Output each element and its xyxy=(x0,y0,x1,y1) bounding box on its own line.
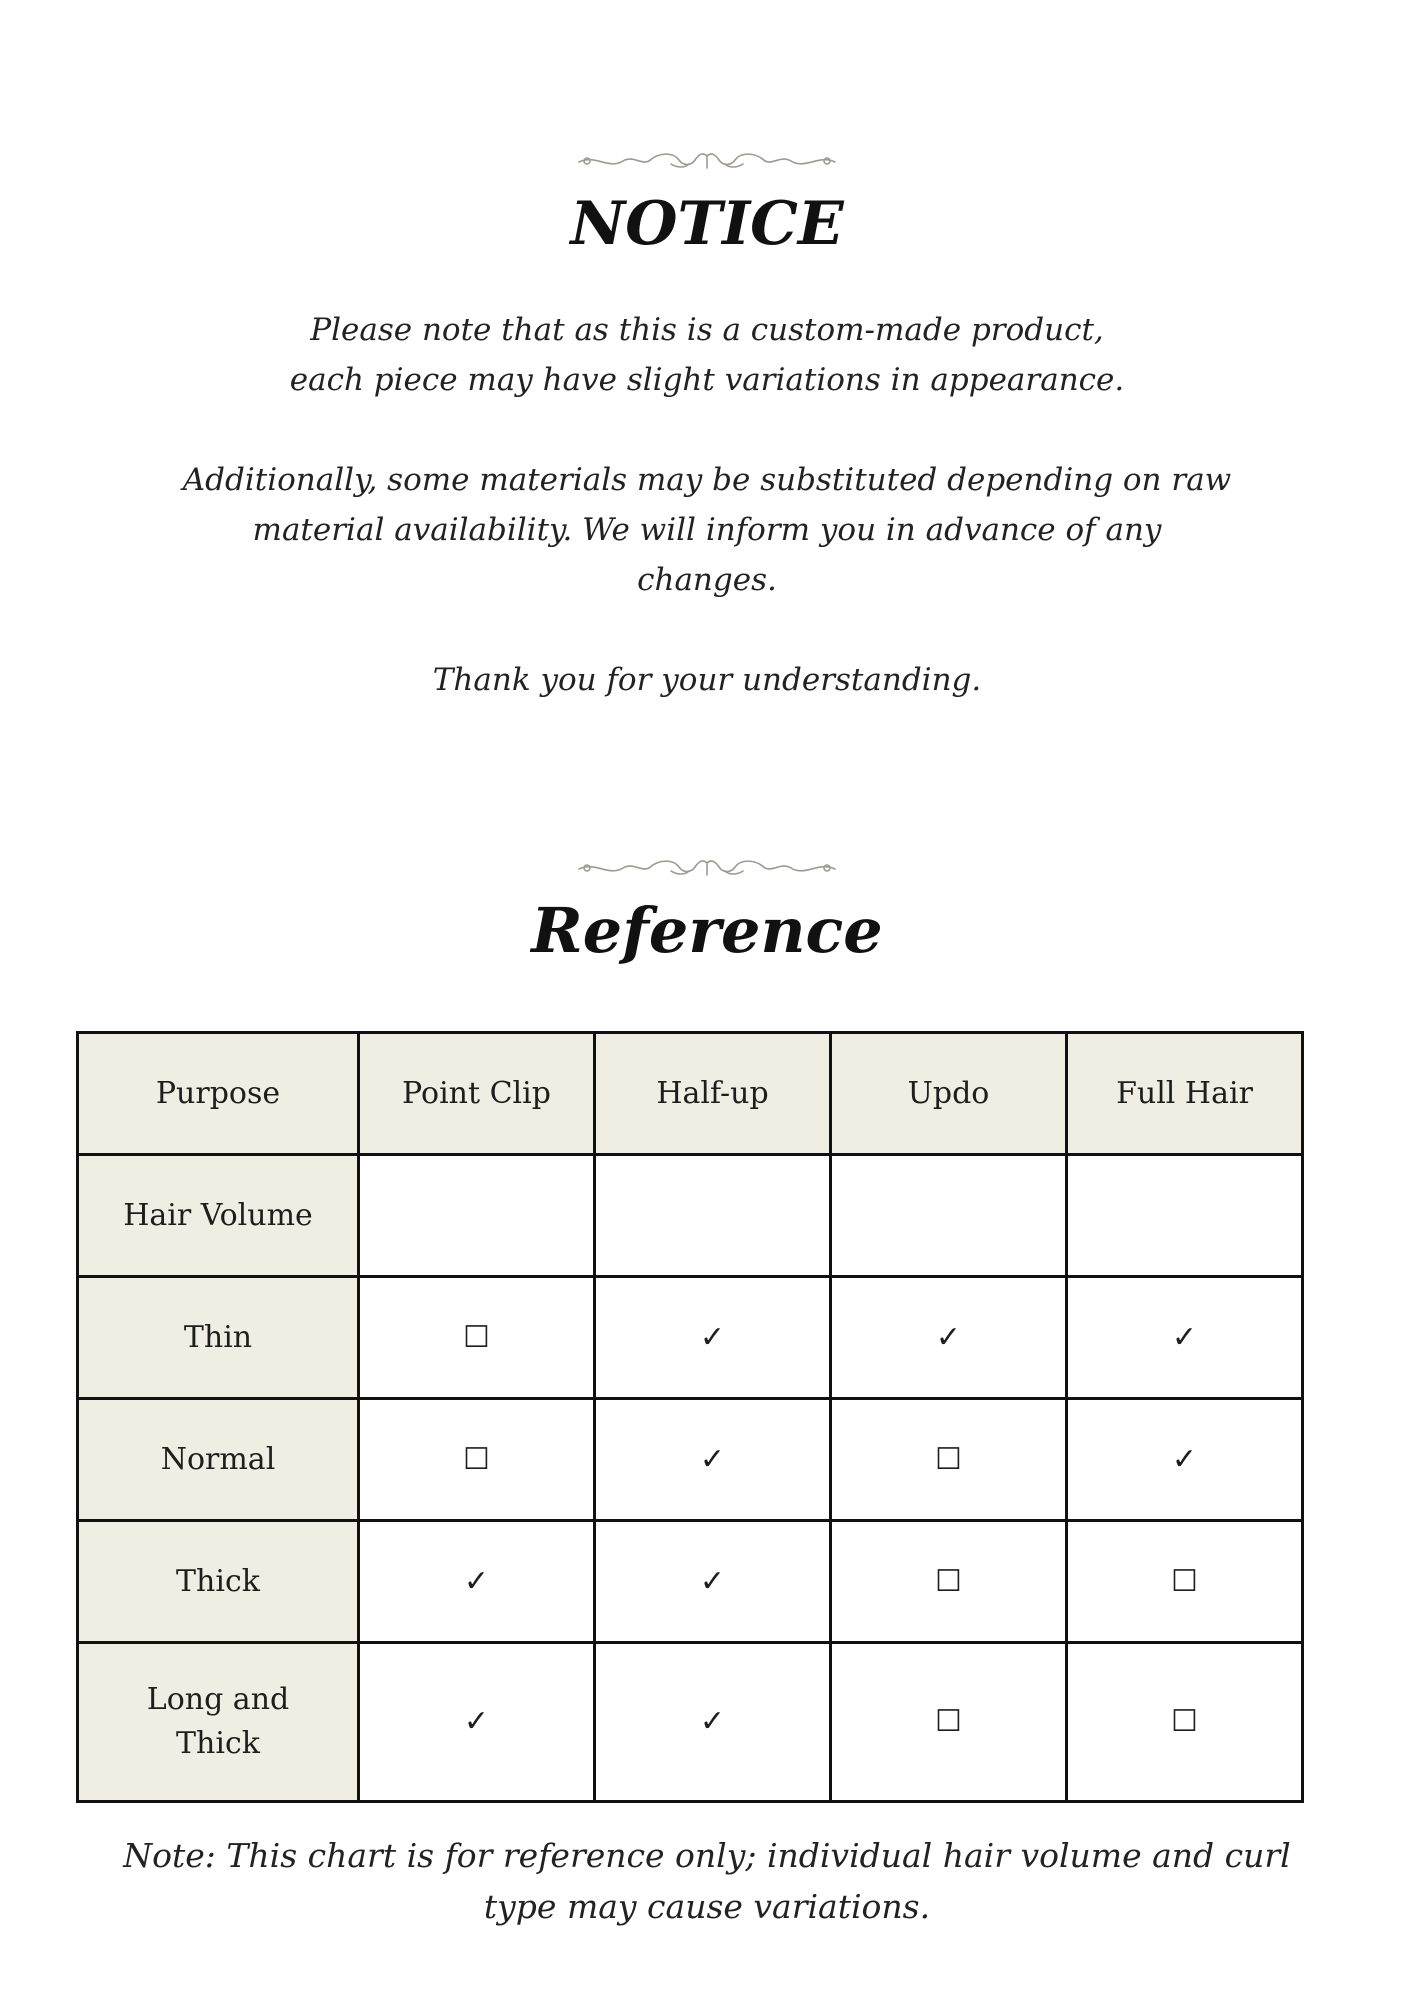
notice-title: NOTICE xyxy=(570,189,844,259)
reference-note: Note: This chart is for reference only; individual hair volume and curl type may cause variations. xyxy=(123,1836,1291,1926)
table-row xyxy=(78,1399,1303,1521)
table-row xyxy=(78,1155,1303,1277)
row-label: Thick xyxy=(78,1521,359,1643)
suitability-mark: ☐ xyxy=(359,1399,595,1521)
empty-cell xyxy=(359,1155,595,1277)
row-label: Normal xyxy=(78,1399,359,1521)
header-cell-half-up: Half-up xyxy=(595,1033,831,1155)
ornament-divider-icon xyxy=(575,855,839,881)
header-cell-updo: Updo xyxy=(831,1033,1067,1155)
empty-cell xyxy=(1067,1155,1303,1277)
notice-thanks: Thank you for your understanding. xyxy=(432,662,982,698)
suitability-mark: ☐ xyxy=(831,1521,1067,1643)
table-row xyxy=(78,1521,1303,1643)
row-label-hair-volume: Hair Volume xyxy=(78,1155,359,1277)
row-label: Long and Thick xyxy=(78,1643,359,1802)
notice-body xyxy=(0,305,1414,705)
suitability-mark: ☐ xyxy=(1067,1643,1303,1802)
suitability-mark: ✓ xyxy=(831,1277,1067,1399)
suitability-mark: ✓ xyxy=(595,1399,831,1521)
suitability-mark: ✓ xyxy=(359,1521,595,1643)
notice-line: material availability. We will inform you in advance of any xyxy=(252,512,1162,548)
empty-cell xyxy=(595,1155,831,1277)
suitability-mark: ☐ xyxy=(831,1643,1067,1802)
ornament-divider-icon xyxy=(575,148,839,174)
notice-line: each piece may have slight variations in appearance. xyxy=(289,362,1125,398)
suitability-mark: ✓ xyxy=(595,1521,831,1643)
notice-line: Additionally, some materials may be substituted depending on raw xyxy=(182,462,1232,498)
notice-line: changes. xyxy=(637,562,777,598)
suitability-mark: ✓ xyxy=(595,1277,831,1399)
table-row xyxy=(78,1277,1303,1399)
row-label: Thin xyxy=(78,1277,359,1399)
suitability-mark: ☐ xyxy=(1067,1521,1303,1643)
header-cell-full-hair: Full Hair xyxy=(1067,1033,1303,1155)
reference-table xyxy=(76,1031,1304,1803)
header-cell-purpose: Purpose xyxy=(78,1033,359,1155)
suitability-mark: ✓ xyxy=(595,1643,831,1802)
suitability-mark: ☐ xyxy=(359,1277,595,1399)
suitability-mark: ✓ xyxy=(1067,1399,1303,1521)
table-row xyxy=(78,1643,1303,1802)
reference-title: Reference xyxy=(531,894,883,967)
header-cell-point-clip: Point Clip xyxy=(359,1033,595,1155)
empty-cell xyxy=(831,1155,1067,1277)
suitability-mark: ✓ xyxy=(359,1643,595,1802)
notice-line: Please note that as this is a custom-made product, xyxy=(310,312,1104,348)
suitability-mark: ✓ xyxy=(1067,1277,1303,1399)
table-header-row xyxy=(78,1033,1303,1155)
suitability-mark: ☐ xyxy=(831,1399,1067,1521)
